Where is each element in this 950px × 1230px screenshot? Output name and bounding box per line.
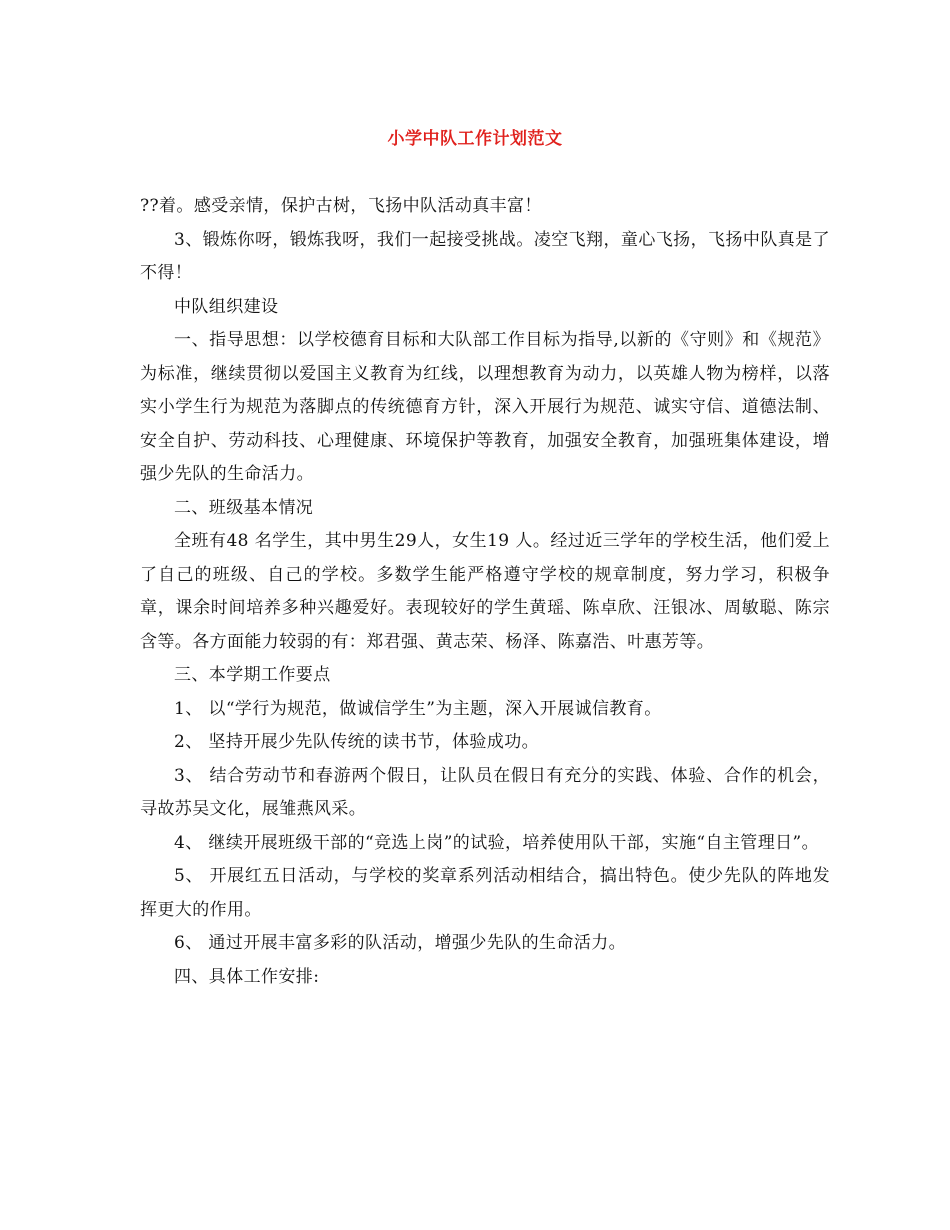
section-heading-class-info: 二、班级基本情况 xyxy=(174,497,314,518)
list-item-3: 3、 结合劳动节和春游两个假日，让队员在假日有充分的实践、体验、合作的机会，寻故苏吴文化，展雏燕风采。 xyxy=(140,765,830,819)
paragraph-class-info: 全班有48 名学生，其中男生29人，女生19 人。经过近三学年的学校生活，他们爱上了自己的班级、自己的学校。多数学生能严格遵守学校的规章制度，努力学习，积极争章，课余时间培养多种兴趣爱好。表现较好的学生黄瑶、陈卓欣、汪银冰、周敏聪、陈宗含等。各方面能力较弱的有：郑君强、黄志荣、杨泽、陈嘉浩、叶惠芳等。 xyxy=(140,531,830,652)
list-item-1: 1、 以“学行为规范，做诚信学生”为主题，深入开展诚信教育。 xyxy=(174,698,662,719)
section-heading-org: 中队组织建设 xyxy=(174,296,279,317)
list-item-2: 2、 坚持开展少先队传统的读书节，体验成功。 xyxy=(174,732,540,752)
list-item-6: 6、 通过开展丰富多彩的队活动，增强少先队的生命活力。 xyxy=(174,933,627,953)
section-heading-key-points: 三、本学期工作要点 xyxy=(174,665,331,685)
document-body xyxy=(140,190,830,994)
list-item-5: 5、 开展红五日活动，与学校的奖章系列活动相结合，搞出特色。使少先队的阵地发挥更大的作用。 xyxy=(140,866,830,920)
paragraph-1: ??着。感受亲情，保护古树，飞扬中队活动真丰富！ xyxy=(140,196,542,216)
document-title: 小学中队工作计划范文 xyxy=(387,129,563,149)
section-heading-schedule: 四、具体工作安排: xyxy=(174,966,320,987)
paragraph-guiding-idea: 一、指导思想：以学校德育目标和大队部工作目标为指导,以新的《守则》和《规范》为标准，继续贯彻以爱国主义教育为红线，以理想教育为动力，以英雄人物为榜样，以落实小学生行为规范为落脚点的传统德育方针，深入开展行为规范、诚实守信、道德法制、安全自护、劳动科技、心理健康、环境保护等教育，加强安全教育，加强班集体建设，增强少先队的生命活力。 xyxy=(140,330,830,484)
list-item-4: 4、 继续开展班级干部的“竞选上岗”的试验，培养使用队干部，实施“自主管理日”。 xyxy=(174,832,819,853)
paragraph-2: 3、锻炼你呀，锻炼我呀，我们一起接受挑战。凌空飞翔，童心飞扬，飞扬中队真是了不得！ xyxy=(140,229,830,283)
